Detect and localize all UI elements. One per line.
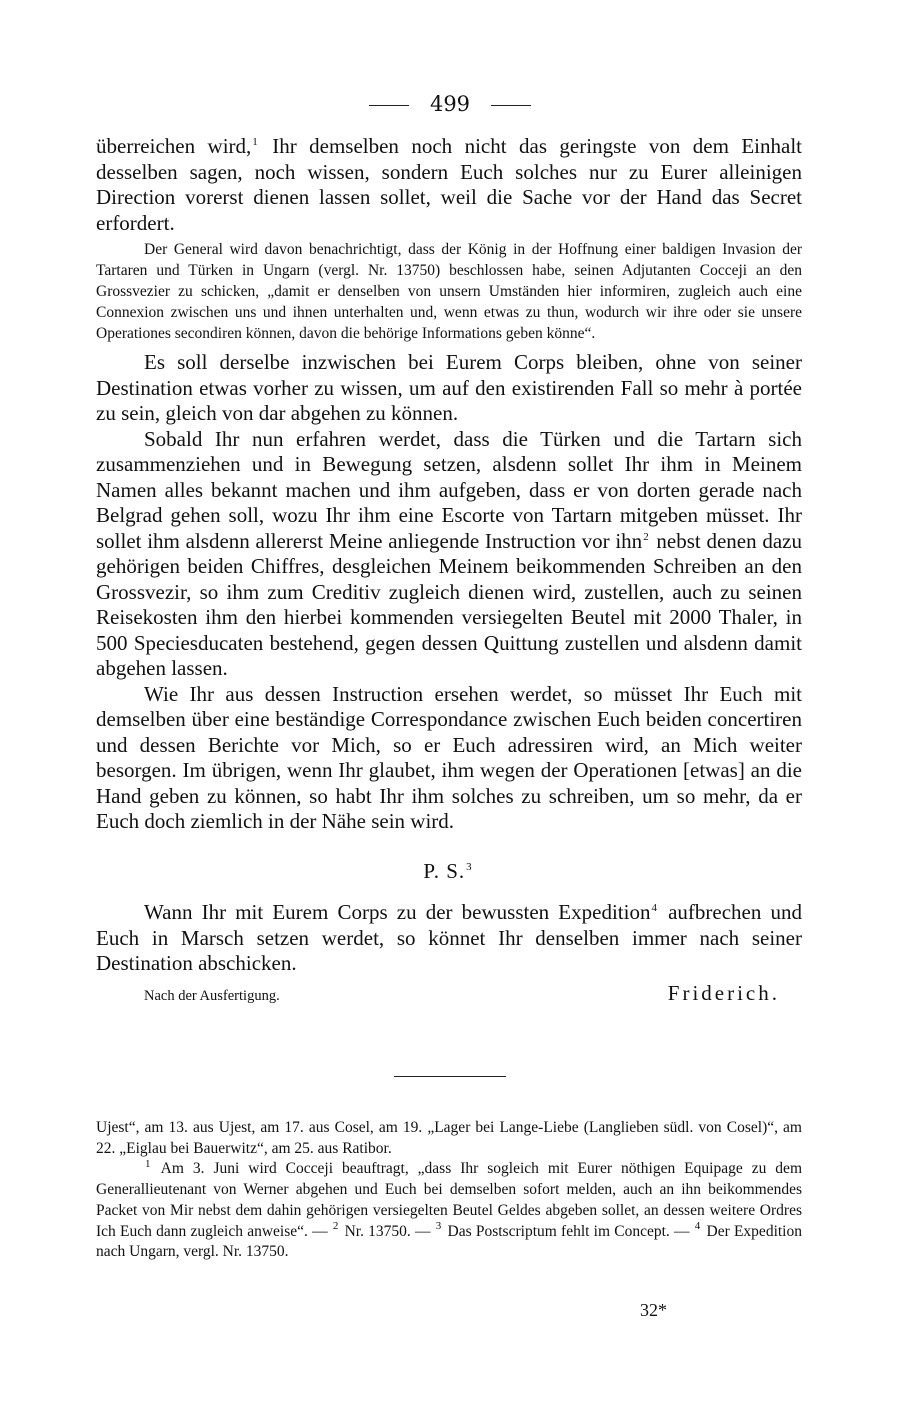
postscript-heading-text: P. S. [423, 858, 466, 883]
source-note: Nach der Ausfertigung. [144, 987, 280, 1004]
paragraph-3-text-b: nebst denen dazu gehörigen beiden Chiffres, desgleichen Meinem beikommenden Schreiben an den Grossvezir, so ihm zum Creditiv zugleich dienen wird, zustellen, auch zu seinen Reisekosten ihm den hierbei kommenden versiegelten Beutel mit 2000 Thaler, in 500 Speciesducaten bestehend, gegen dessen Quittung zustellen und alsdenn damit abgehen lassen. [96, 528, 802, 680]
footnote-4-text: Der Expedition nach Ungarn, vergl. Nr. 13750. [96, 1222, 802, 1261]
page-number: 499 [429, 92, 471, 116]
postscript-heading [96, 859, 802, 885]
postscript-text-b: aufbrechen und Euch in Marsch setzen werdet, so könnet Ihr denselben immer nach seiner Destination abschicken. [96, 900, 802, 975]
paragraph-1-text-a: überreichen wird, [96, 134, 252, 158]
signature-row [96, 981, 802, 1010]
editorial-note: Der General wird davon benachrichtigt, dass der König in der Hoffnung einer baldigen Invasion der Tartaren und Türken in Ungarn (vergl. Nr. 13750) beschlossen habe, seinen Adjutanten Cocceji an den Grossvezier zu schicken, „damit er denselben von unsern Umständen hier informiren, zugleich auch eine Connexion zwischen uns und ihnen unterhalten und, wenn etwas zu thun, wodurch wir ihre oder sie unsere Operationes secondiren können, davon die behörige Informations geben könne“. [96, 241, 802, 342]
footnote-ref-2: 2 [643, 530, 649, 543]
paragraph-1-text-b: Ihr demselben noch nicht das geringste von dem Einhalt desselben sagen, noch wissen, sondern Euch solches nur zu Eurer alleinigen Direction vorerst dienen lassen sollet, weil die Sache vor der Hand das Secret erfordert. [96, 134, 802, 235]
signature: Friderich. [667, 980, 780, 1005]
paragraph-3-text-a: Sobald Ihr nun erfahren werdet, dass die Türken und die Tartarn sich zusammenziehen und in Bewegung setzen, alsdenn sollet Ihr ihm in Meinem Namen alles bekannt machen und ihm aufgeben, dass er von dorten gerade nach Belgrad gehen soll, wozu Ihr ihm eine Escorte von Tartarn mitgeben müsset. Ihr sollet ihm alsdenn allererst Meine anliegende Instruction vor ihn [96, 426, 802, 553]
header-rule-right [491, 105, 531, 106]
footnote-3-text: Das Postscriptum fehlt im Concept. — [443, 1222, 694, 1240]
footnote-mark-2: 2 [332, 1220, 339, 1233]
footnote-mark-3: 3 [435, 1220, 442, 1233]
postscript-text-a: Wann Ihr mit Eurem Corps zu der bewussten Expedition [144, 900, 651, 924]
paragraph-3 [96, 427, 802, 682]
footnotes [96, 1118, 802, 1263]
footnote-mark-1: 1 [145, 1158, 151, 1171]
footnote-divider [394, 1076, 506, 1077]
page-header [0, 92, 900, 116]
footnote-1-text: Am 3. Juni wird Cocceji beauftragt, „dass Ihr sogleich mit Eurer nöthigen Equipage zu dem Generallieutenant von Werner abgehen und Euch bei demselben sofort melden, auch an ihn beikommendes Packet von Mir nebst dem dahin gehörigen versiegelten Beutel Geldes abgeben sollet, an dessen weitere Ordres Ich Euch dann zugleich anweise“. — [96, 1160, 802, 1240]
footnote-continued: Ujest“, am 13. aus Ujest, am 17. aus Cosel, am 19. „Lager bei Lange-Liebe (Langlieben südl. von Cosel)“, am 22. „Eiglau bei Bauerwitz“, am 25. aus Ratibor. [96, 1119, 802, 1157]
footnote-ref-3: 3 [466, 860, 473, 873]
postscript-paragraph [96, 900, 802, 977]
footnote-mark-4: 4 [694, 1220, 701, 1233]
sheet-signature-mark: 32* [640, 1300, 667, 1320]
paragraph-4: Wie Ihr aus dessen Instruction ersehen werdet, so müsset Ihr Euch mit demselben über eine beständige Correspondance zwischen Euch beiden concertiren und dessen Berichte vor Mich, so er Euch adressiren wird, an Mich weiter besorgen. Im übrigen, wenn Ihr glaubet, ihm wegen der Operationen [etwas] an die Hand geben zu können, so habt Ihr ihm solches zu schreiben, um so mehr, da er Euch doch ziemlich in der Nähe sein wird. [96, 681, 802, 833]
footnote-ref-1: 1 [252, 136, 258, 148]
paragraph-1 [96, 134, 802, 236]
footnote-ref-4: 4 [651, 902, 657, 914]
footnote-2-text: Nr. 13750. — [340, 1222, 435, 1240]
main-text [96, 134, 802, 1009]
header-rule-left [369, 105, 409, 106]
paragraph-2: Es soll derselbe inzwischen bei Eurem Corps bleiben, ohne von seiner Destination etwas vorher zu wissen, um auf den existirenden Fall so mehr à portée zu sein, gleich von dar abgehen zu können. [96, 350, 802, 425]
footnote-list [96, 1159, 802, 1263]
